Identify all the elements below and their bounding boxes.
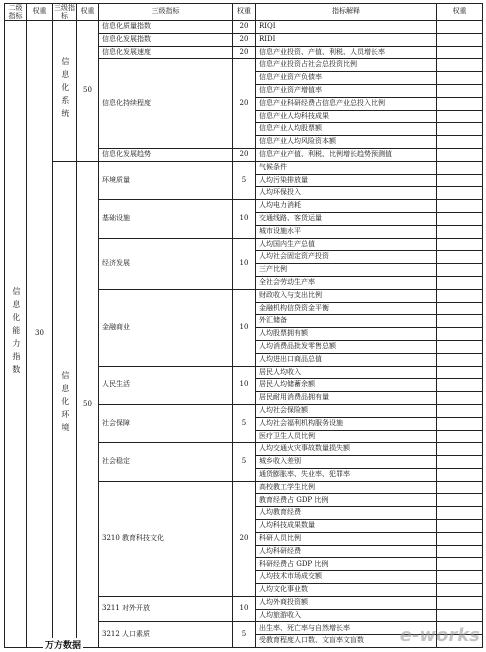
interpretation-cell: 城乡收入差别 xyxy=(256,456,437,469)
interpretation-cell: 人均进出口商品总值 xyxy=(256,353,437,366)
weight-cell xyxy=(437,340,483,353)
weight-cell xyxy=(437,507,483,520)
interpretation-cell: 信息产业人均股票额 xyxy=(256,123,437,136)
weight-cell xyxy=(437,59,483,72)
interpretation-cell: RIQI xyxy=(256,21,437,34)
weight-cell xyxy=(437,200,483,213)
level3-weight: 20 xyxy=(233,481,256,596)
weight-cell xyxy=(437,596,483,609)
weight-cell xyxy=(437,161,483,174)
weight-cell xyxy=(437,379,483,392)
weight-cell xyxy=(437,545,483,558)
weight-cell xyxy=(437,392,483,405)
level2-name xyxy=(53,21,77,162)
weight-cell xyxy=(437,494,483,507)
level3-weight: 10 xyxy=(233,238,256,289)
interpretation-cell: 出生率、死亡率与自然增长率 xyxy=(256,622,437,635)
interpretation-cell: 人均交通火灾事故数量损失额 xyxy=(256,443,437,456)
interpretation-cell: 医疗卫生人员比例 xyxy=(256,430,437,443)
header-weight4: 权重 xyxy=(437,4,483,21)
level2-weight: 50 xyxy=(77,21,99,162)
header-interpretation: 指标解释 xyxy=(256,4,437,21)
weight-cell xyxy=(437,289,483,302)
interpretation-cell: 通货膨胀率、失业率、犯罪率 xyxy=(256,468,437,481)
level3-name: 信息化持续程度 xyxy=(99,59,233,149)
interpretation-cell: 居民人均储蓄余额 xyxy=(256,379,437,392)
interpretation-cell: 教育经费占 GDP 比例 xyxy=(256,494,437,507)
interpretation-cell: RIDI xyxy=(256,33,437,46)
weight-cell xyxy=(437,520,483,533)
interpretation-cell: 城市设施水平 xyxy=(256,225,437,238)
interpretation-cell: 信息产业投资占社会总投资比例 xyxy=(256,59,437,72)
level3-name: 基础设施 xyxy=(99,200,233,238)
interpretation-cell: 金融机构信贷资金平衡 xyxy=(256,302,437,315)
table-header-row xyxy=(5,4,483,21)
weight-cell xyxy=(437,456,483,469)
weight-cell xyxy=(437,353,483,366)
level3-weight: 5 xyxy=(233,161,256,199)
interpretation-cell: 信息产业人均风险资本额 xyxy=(256,136,437,149)
header-level3: 三级指标 xyxy=(99,4,233,21)
interpretation-cell: 全社会劳动生产率 xyxy=(256,276,437,289)
weight-cell xyxy=(437,72,483,85)
weight-cell xyxy=(437,430,483,443)
weight-cell xyxy=(437,366,483,379)
header-level2: 三级指标 xyxy=(54,4,75,20)
interpretation-cell: 气候条件 xyxy=(256,161,437,174)
weight-cell xyxy=(437,609,483,622)
level3-weight: 10 xyxy=(233,289,256,366)
level3-name: 人民生活 xyxy=(99,366,233,404)
weight-cell xyxy=(437,276,483,289)
level2-name-text: 信息化系统 xyxy=(60,57,70,123)
level3-name: 信息化质量指数 xyxy=(99,21,233,34)
level1-name-text: 信息化能力指数 xyxy=(11,287,21,379)
header-level1: 二级指标 xyxy=(5,4,27,21)
interpretation-cell: 人均污染排放量 xyxy=(256,174,437,187)
weight-cell xyxy=(437,302,483,315)
level3-weight: 10 xyxy=(233,596,256,622)
interpretation-cell: 高校教工学生比例 xyxy=(256,481,437,494)
level3-weight: 20 xyxy=(233,21,256,34)
indicator-table xyxy=(4,3,483,648)
level3-weight: 20 xyxy=(233,46,256,59)
level3-weight: 20 xyxy=(233,33,256,46)
level3-name: 经济发展 xyxy=(99,238,233,289)
weight-cell xyxy=(437,123,483,136)
source-label: 万方数据 xyxy=(43,638,83,651)
level3-name: 信息化发展速度 xyxy=(99,46,233,59)
weight-cell xyxy=(437,148,483,161)
watermark: e-works xyxy=(399,625,480,646)
level3-weight: 5 xyxy=(233,443,256,481)
level3-name: 信息化发展指数 xyxy=(99,33,233,46)
weight-cell xyxy=(437,417,483,430)
interpretation-cell: 人均社会固定资产投资 xyxy=(256,251,437,264)
weight-cell xyxy=(437,264,483,277)
interpretation-cell: 信息产业产值、利税、比例增长趋势预测值 xyxy=(256,148,437,161)
interpretation-cell: 信息产业人均科技成果 xyxy=(256,110,437,123)
interpretation-cell: 交通线路、客货运量 xyxy=(256,212,437,225)
table-row xyxy=(5,21,483,34)
level3-weight: 20 xyxy=(233,148,256,161)
header-weight1: 权重 xyxy=(27,4,53,21)
level3-name: 社会保障 xyxy=(99,404,233,442)
weight-cell xyxy=(437,136,483,149)
interpretation-cell: 人均外商投资额 xyxy=(256,596,437,609)
interpretation-cell: 居民耐用消费品拥有量 xyxy=(256,392,437,405)
level3-weight: 10 xyxy=(233,200,256,238)
weight-cell xyxy=(437,584,483,597)
interpretation-cell: 人均环保投入 xyxy=(256,187,437,200)
interpretation-cell: 信息产业科研经费占信息产业总投入比例 xyxy=(256,97,437,110)
level3-weight: 10 xyxy=(233,366,256,404)
weight-cell xyxy=(437,443,483,456)
interpretation-cell: 外汇储备 xyxy=(256,315,437,328)
weight-cell xyxy=(437,187,483,200)
weight-cell xyxy=(437,251,483,264)
level2-name-text: 信息化环境 xyxy=(60,370,70,436)
weight-cell xyxy=(437,97,483,110)
interpretation-cell: 科研经费占 GDP 比例 xyxy=(256,558,437,571)
weight-cell xyxy=(437,238,483,251)
weight-cell xyxy=(437,110,483,123)
weight-cell xyxy=(437,481,483,494)
interpretation-cell: 人均国内生产总值 xyxy=(256,238,437,251)
level2-weight: 50 xyxy=(77,161,99,647)
interpretation-cell: 人均社会保险额 xyxy=(256,404,437,417)
weight-cell xyxy=(437,532,483,545)
interpretation-cell: 人均教育经费 xyxy=(256,507,437,520)
level3-name: 金融商业 xyxy=(99,289,233,366)
interpretation-cell: 信息产业资产增值率 xyxy=(256,84,437,97)
level3-name: 社会稳定 xyxy=(99,443,233,481)
level3-weight: 20 xyxy=(233,59,256,149)
weight-cell xyxy=(437,571,483,584)
weight-cell xyxy=(437,174,483,187)
weight-cell xyxy=(437,315,483,328)
weight-cell xyxy=(437,225,483,238)
weight-cell xyxy=(437,212,483,225)
interpretation-cell: 人均消费品批发零售总额 xyxy=(256,340,437,353)
weight-cell xyxy=(437,328,483,341)
level3-name: 信息化发展趋势 xyxy=(99,148,233,161)
interpretation-cell: 三产比例 xyxy=(256,264,437,277)
interpretation-cell: 人均科研经费 xyxy=(256,545,437,558)
level3-name: 3212 人口素质 xyxy=(99,622,233,648)
level2-name xyxy=(53,161,77,647)
level3-name: 3210 教育科技文化 xyxy=(99,481,233,596)
level3-name: 环境质量 xyxy=(99,161,233,199)
interpretation-cell: 人均社会福利机构服务设施 xyxy=(256,417,437,430)
interpretation-cell: 人均股票拥有额 xyxy=(256,328,437,341)
interpretation-cell: 受教育程度人口数、文盲率文盲数 xyxy=(256,635,437,648)
interpretation-cell: 居民人均收入 xyxy=(256,366,437,379)
interpretation-cell: 财政收入与支出比例 xyxy=(256,289,437,302)
weight-cell xyxy=(437,84,483,97)
interpretation-cell: 人均电力消耗 xyxy=(256,200,437,213)
weight-cell xyxy=(437,33,483,46)
level1-weight: 30 xyxy=(27,21,53,648)
level3-weight: 5 xyxy=(233,622,256,648)
interpretation-cell: 人均技术市场成交额 xyxy=(256,571,437,584)
weight-cell xyxy=(437,404,483,417)
weight-cell xyxy=(437,468,483,481)
table-row xyxy=(5,161,483,174)
header-weight3: 权重 xyxy=(233,4,256,21)
weight-cell xyxy=(437,558,483,571)
level3-weight: 5 xyxy=(233,404,256,442)
interpretation-cell: 人均文化事业数 xyxy=(256,584,437,597)
interpretation-cell: 人均科技成果数量 xyxy=(256,520,437,533)
weight-cell xyxy=(437,21,483,34)
interpretation-cell: 人均旅游收入 xyxy=(256,609,437,622)
interpretation-cell: 信息产业资产负债率 xyxy=(256,72,437,85)
level1-name xyxy=(5,21,27,648)
interpretation-cell: 科研人员比例 xyxy=(256,532,437,545)
level3-name: 3211 对外开放 xyxy=(99,596,233,622)
header-weight2: 权重 xyxy=(77,4,99,21)
weight-cell xyxy=(437,46,483,59)
interpretation-cell: 信息产业投资、产值、利税、人员增长率 xyxy=(256,46,437,59)
